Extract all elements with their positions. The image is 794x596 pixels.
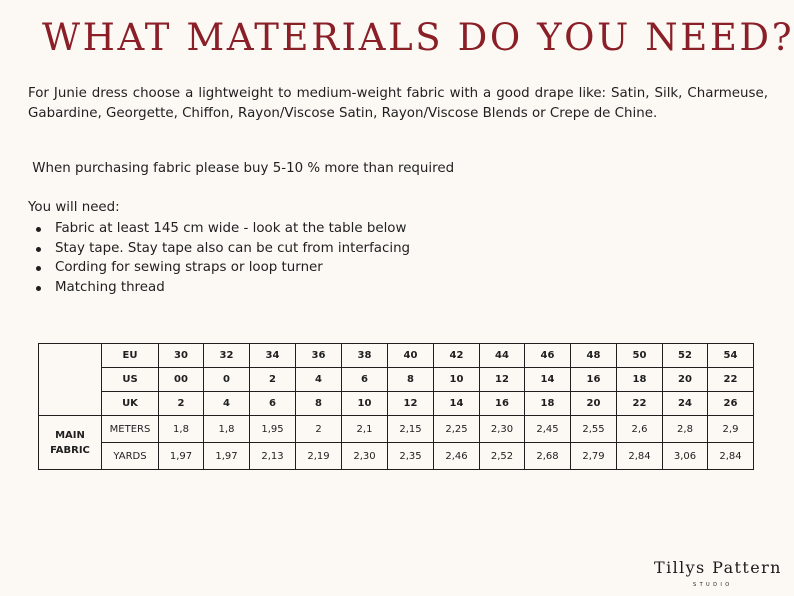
uk-size-cell: 6 [250, 392, 296, 416]
meters-value-cell: 2,8 [663, 416, 708, 443]
eu-size-cell: 38 [342, 344, 388, 368]
materials-list [28, 219, 410, 297]
list-item [28, 219, 410, 239]
list-item-text: Stay tape. Stay tape also can be cut from interfacing [55, 240, 411, 256]
us-size-cell: 14 [525, 368, 571, 392]
table-row-uk [39, 392, 754, 416]
eu-size-cell: 44 [480, 344, 525, 368]
meters-value-cell: 1,8 [204, 416, 250, 443]
table-corner-cell [39, 344, 102, 416]
yards-value-cell: 2,30 [342, 443, 388, 470]
us-label: US [102, 368, 159, 392]
yards-label: YARDS [102, 443, 159, 470]
uk-size-cell: 20 [571, 392, 617, 416]
yards-value-cell: 2,19 [296, 443, 342, 470]
meters-value-cell: 1,95 [250, 416, 296, 443]
table-row-eu [39, 344, 754, 368]
us-size-cell: 18 [617, 368, 663, 392]
main-fabric-label [39, 416, 102, 470]
list-item [28, 239, 410, 259]
eu-size-cell: 34 [250, 344, 296, 368]
main-fabric-label-line2: FABRIC [50, 444, 90, 456]
yards-value-cell: 2,68 [525, 443, 571, 470]
uk-label: UK [102, 392, 159, 416]
list-item [28, 258, 410, 278]
bullet-icon [36, 247, 41, 252]
uk-size-cell: 18 [525, 392, 571, 416]
us-size-cell: 8 [388, 368, 434, 392]
yards-value-cell: 2,46 [434, 443, 480, 470]
uk-size-cell: 12 [388, 392, 434, 416]
yards-value-cell: 2,13 [250, 443, 296, 470]
eu-size-cell: 48 [571, 344, 617, 368]
yards-value-cell: 1,97 [159, 443, 204, 470]
uk-size-cell: 4 [204, 392, 250, 416]
list-item [28, 278, 410, 298]
bullet-icon [36, 227, 41, 232]
table-row-yards [39, 443, 754, 470]
yards-value-cell: 2,84 [617, 443, 663, 470]
eu-size-cell: 54 [708, 344, 754, 368]
meters-value-cell: 1,8 [159, 416, 204, 443]
us-size-cell: 2 [250, 368, 296, 392]
eu-size-cell: 40 [388, 344, 434, 368]
uk-size-cell: 8 [296, 392, 342, 416]
us-size-cell: 4 [296, 368, 342, 392]
us-size-cell: 00 [159, 368, 204, 392]
purchase-note: When purchasing fabric please buy 5-10 % more than required [28, 161, 455, 176]
brand-logo-text: Tillys Pattern [654, 558, 782, 577]
meters-value-cell: 2,6 [617, 416, 663, 443]
us-size-cell: 6 [342, 368, 388, 392]
meters-value-cell: 2,30 [480, 416, 525, 443]
page-title: WHAT MATERIALS DO YOU NEED? [42, 16, 794, 59]
yards-value-cell: 2,79 [571, 443, 617, 470]
us-size-cell: 20 [663, 368, 708, 392]
size-table [38, 343, 754, 470]
eu-size-cell: 30 [159, 344, 204, 368]
meters-label: METERS [102, 416, 159, 443]
bullet-icon [36, 286, 41, 291]
meters-value-cell: 2,25 [434, 416, 480, 443]
us-size-cell: 0 [204, 368, 250, 392]
yards-value-cell: 2,52 [480, 443, 525, 470]
yards-value-cell: 2,84 [708, 443, 754, 470]
eu-size-cell: 50 [617, 344, 663, 368]
intro-paragraph: For Junie dress choose a lightweight to medium-weight fabric with a good drape like: Satin, Silk, Charmeuse, Gabardine, Georgette, Chiffon, Rayon/Viscose Satin, Rayon/Viscose Blends or Crepe de Chine. [28, 86, 768, 121]
bullet-icon [36, 266, 41, 271]
yards-value-cell: 1,97 [204, 443, 250, 470]
eu-size-cell: 52 [663, 344, 708, 368]
uk-size-cell: 24 [663, 392, 708, 416]
table-row-us [39, 368, 754, 392]
uk-size-cell: 22 [617, 392, 663, 416]
yards-value-cell: 2,35 [388, 443, 434, 470]
eu-label: EU [102, 344, 159, 368]
meters-value-cell: 2,55 [571, 416, 617, 443]
uk-size-cell: 14 [434, 392, 480, 416]
uk-size-cell: 10 [342, 392, 388, 416]
list-item-text: Fabric at least 145 cm wide - look at the table below [55, 221, 407, 236]
us-size-cell: 22 [708, 368, 754, 392]
yards-value-cell: 3,06 [663, 443, 708, 470]
eu-size-cell: 32 [204, 344, 250, 368]
us-size-cell: 12 [480, 368, 525, 392]
meters-value-cell: 2,45 [525, 416, 571, 443]
need-heading: You will need: [28, 200, 120, 215]
main-fabric-label-line1: MAIN [55, 429, 85, 441]
meters-value-cell: 2,1 [342, 416, 388, 443]
eu-size-cell: 42 [434, 344, 480, 368]
uk-size-cell: 2 [159, 392, 204, 416]
us-size-cell: 10 [434, 368, 480, 392]
brand-logo-subtext: STUDIO [693, 582, 733, 588]
eu-size-cell: 46 [525, 344, 571, 368]
meters-value-cell: 2,15 [388, 416, 434, 443]
table-row-meters [39, 416, 754, 443]
uk-size-cell: 16 [480, 392, 525, 416]
us-size-cell: 16 [571, 368, 617, 392]
meters-value-cell: 2,9 [708, 416, 754, 443]
list-item-text: Matching thread [55, 279, 165, 295]
uk-size-cell: 26 [708, 392, 754, 416]
eu-size-cell: 36 [296, 344, 342, 368]
meters-value-cell: 2 [296, 416, 342, 443]
list-item-text: Cording for sewing straps or loop turner [55, 260, 323, 275]
